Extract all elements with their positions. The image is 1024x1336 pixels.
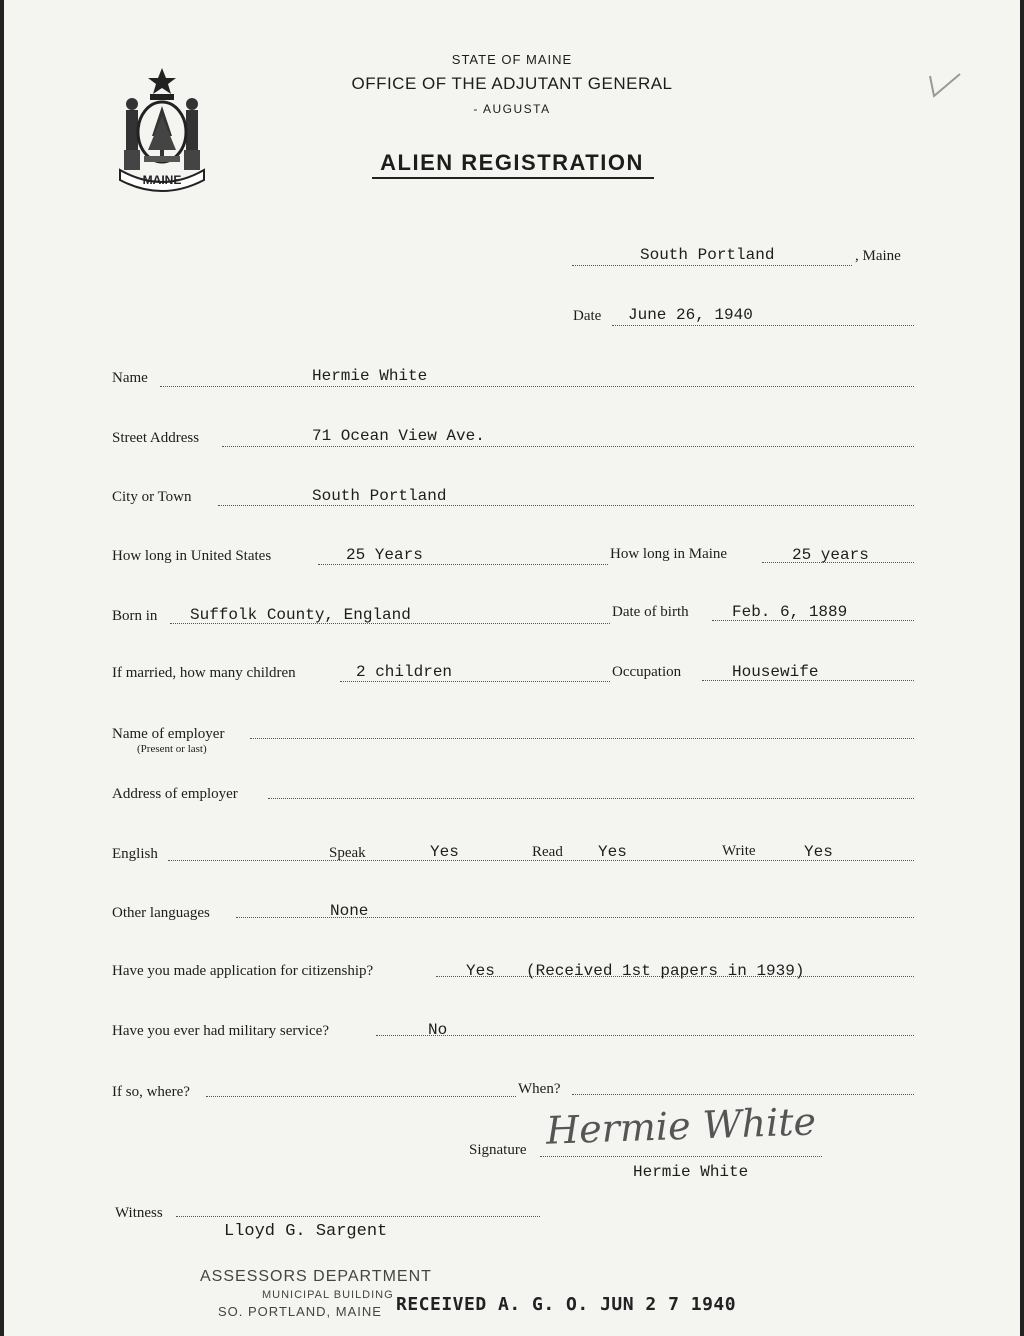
- years-us-dots: [318, 564, 608, 565]
- handwritten-signature: Hermie White: [545, 1099, 817, 1153]
- date-dots: [612, 325, 914, 326]
- employer-address-label: Address of employer: [112, 786, 238, 802]
- other-languages-value: None: [330, 902, 369, 920]
- occupation-value: Housewife: [732, 663, 819, 681]
- name-label: Name: [112, 370, 148, 386]
- speak-label: Speak: [329, 845, 366, 861]
- location-value: South Portland: [640, 246, 775, 264]
- citizenship-label: Have you made application for citizenship?: [112, 963, 374, 979]
- street-value: 71 Ocean View Ave.: [312, 427, 485, 445]
- when-dots: [572, 1094, 914, 1095]
- received-stamp: RECEIVED A. G. O. JUN 2 7 1940: [396, 1294, 737, 1315]
- years-maine-label: How long in Maine: [610, 546, 728, 562]
- check-mark-icon: [926, 70, 966, 100]
- dob-label: Date of birth: [612, 604, 689, 620]
- location-dots: [572, 265, 852, 266]
- speak-value: Yes: [430, 843, 459, 861]
- other-languages-label: Other languages: [112, 905, 210, 921]
- city-heading: - AUGUSTA: [473, 102, 551, 116]
- date-value: June 26, 1940: [628, 306, 753, 324]
- born-value: Suffolk County, England: [190, 606, 411, 624]
- employer-label: Name of employer: [112, 726, 225, 742]
- write-value: Yes: [804, 843, 833, 861]
- witness-value: Lloyd G. Sargent: [224, 1222, 388, 1241]
- signature-label: Signature: [469, 1142, 527, 1158]
- signature-dots: [540, 1156, 822, 1157]
- english-label: English: [112, 846, 158, 862]
- where-dots: [206, 1096, 516, 1097]
- name-value: Hermie White: [312, 367, 428, 385]
- when-label: When?: [518, 1081, 561, 1097]
- where-label: If so, where?: [112, 1084, 190, 1100]
- name-dots: [160, 386, 914, 387]
- write-label: Write: [722, 843, 756, 859]
- assessors-stamp: ASSESSORS DEPARTMENT: [200, 1268, 432, 1285]
- children-label: If married, how many children: [112, 665, 296, 681]
- city-dots: [218, 505, 914, 506]
- employer-dots: [250, 738, 914, 739]
- born-label: Born in: [112, 608, 158, 624]
- typed-signature: Hermie White: [633, 1163, 749, 1181]
- building-stamp: MUNICIPAL BUILDING: [262, 1289, 394, 1301]
- address-stamp: SO. PORTLAND, MAINE: [218, 1304, 382, 1319]
- read-value: Yes: [598, 843, 627, 861]
- citizenship-note: (Received 1st papers in 1939): [526, 962, 805, 980]
- military-dots: [376, 1035, 914, 1036]
- location-suffix: , Maine: [855, 248, 901, 264]
- read-label: Read: [532, 844, 563, 860]
- street-dots: [222, 446, 914, 447]
- military-value: No: [428, 1021, 448, 1039]
- children-value: 2 children: [356, 663, 453, 681]
- children-dots: [340, 681, 610, 682]
- years-us-value: 25 Years: [346, 546, 423, 564]
- years-maine-value: 25 years: [792, 546, 869, 564]
- employer-sublabel: (Present or last): [137, 743, 207, 755]
- city-value: South Portland: [312, 487, 447, 505]
- date-label: Date: [573, 308, 602, 324]
- employer-address-dots: [268, 798, 914, 799]
- military-label: Have you ever had military service?: [112, 1023, 329, 1039]
- state-heading: STATE OF MAINE: [451, 52, 573, 67]
- witness-dots: [176, 1216, 540, 1217]
- form-title: ALIEN REGISTRATION: [380, 150, 644, 175]
- years-us-label: How long in United States: [112, 548, 272, 564]
- office-heading: OFFICE OF THE ADJUTANT GENERAL: [351, 74, 673, 93]
- citizenship-value: Yes: [466, 962, 495, 980]
- seal-label: MAINE: [142, 173, 182, 187]
- occupation-label: Occupation: [612, 664, 682, 680]
- witness-label: Witness: [115, 1205, 163, 1221]
- dob-value: Feb. 6, 1889: [732, 603, 848, 621]
- street-label: Street Address: [112, 430, 200, 446]
- city-label: City or Town: [112, 489, 192, 505]
- title-underline: [372, 177, 654, 179]
